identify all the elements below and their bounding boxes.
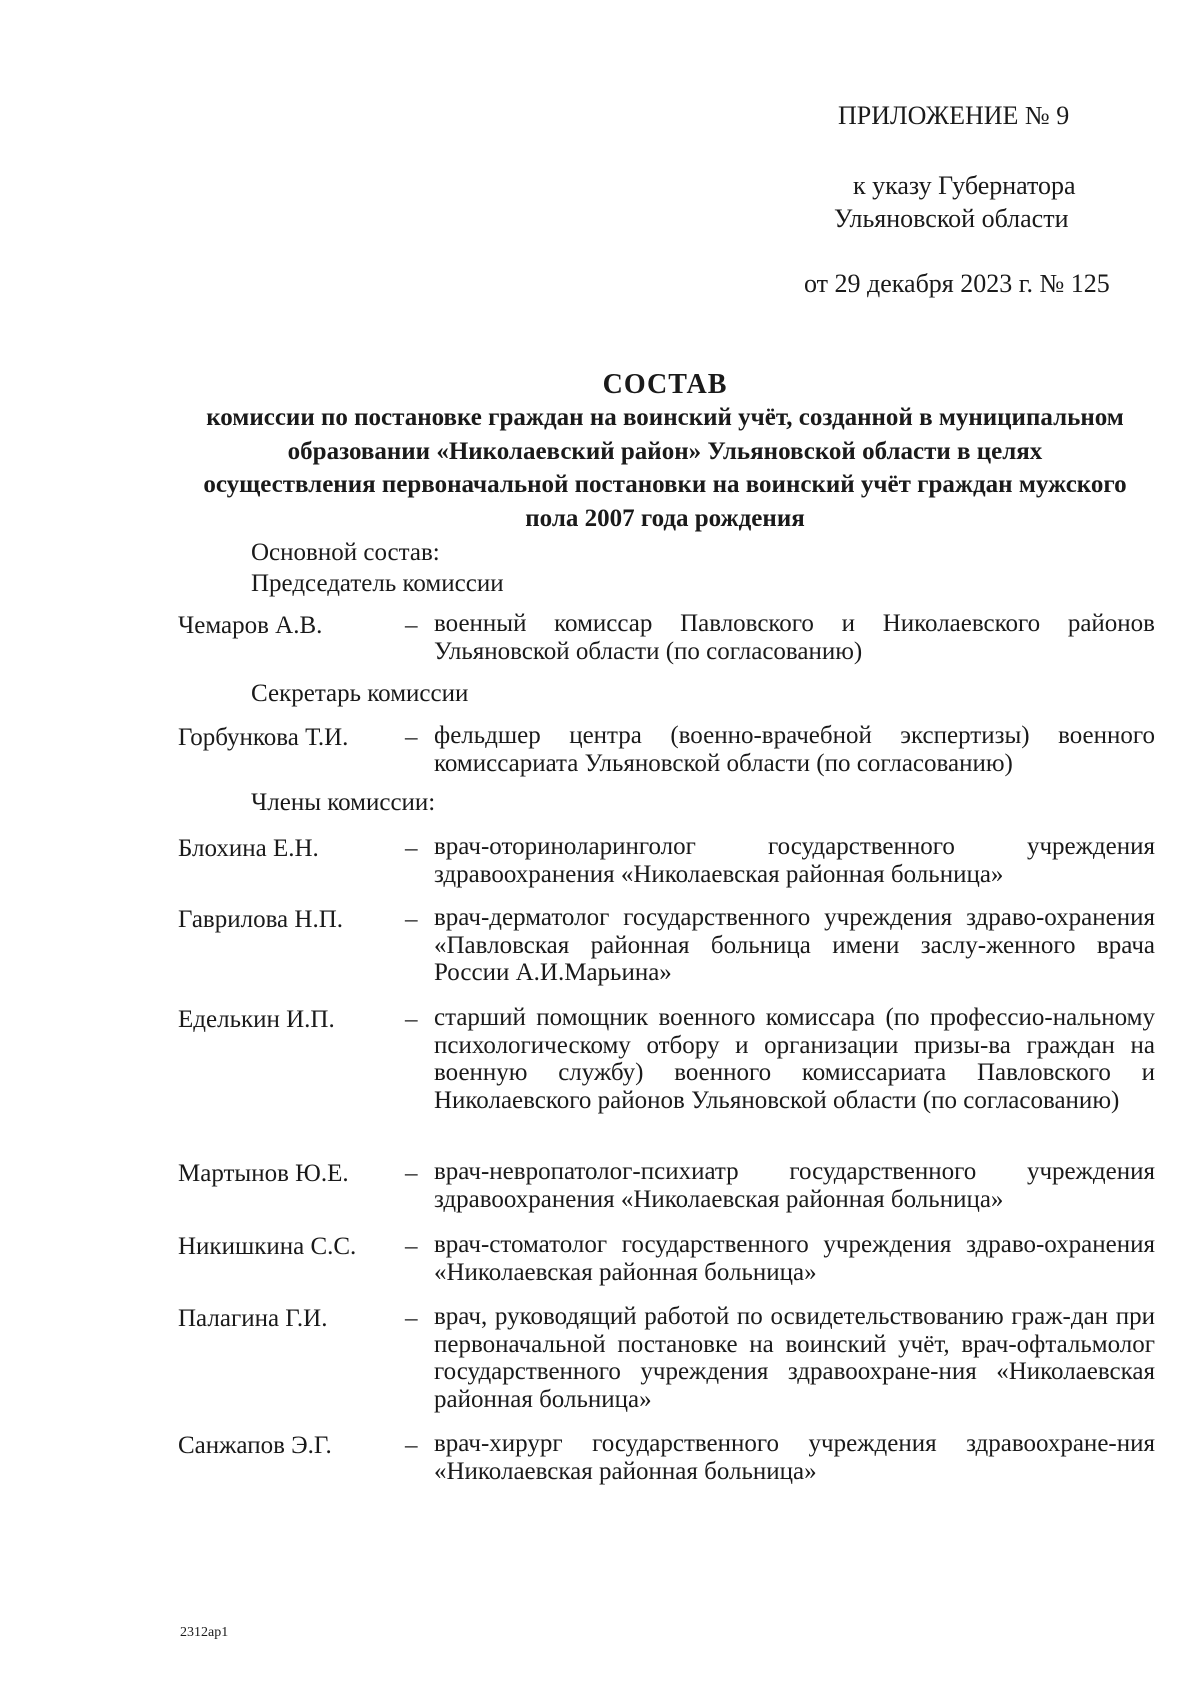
annex-title: ПРИЛОЖЕНИЕ № 9 xyxy=(838,101,1070,130)
member-name: Никишкина С.С. xyxy=(178,1233,357,1260)
member-name: Санжапов Э.Г. xyxy=(178,1432,332,1459)
member-role: врач-дерматолог государственного учреждения здраво-охранения «Павловская районная больница имени заслу-женного врача России А.И.Марьина» xyxy=(434,904,1155,987)
member-dash: – xyxy=(405,835,418,862)
member-role: врач-невропатолог-психиатр государственного учреждения здравоохранения «Николаевская районная больница» xyxy=(434,1158,1155,1213)
member-dash: – xyxy=(405,1233,418,1260)
section-secretary: Секретарь комиссии xyxy=(251,680,469,707)
member-dash: – xyxy=(405,612,418,639)
annex-reference-line-2: Ульяновской области xyxy=(834,204,1069,233)
member-role: врач-оториноларинголог государственного учреждения здравоохранения «Николаевская районная больница» xyxy=(434,833,1155,888)
member-dash: – xyxy=(405,1305,418,1332)
member-role: врач-стоматолог государственного учреждения здраво-охранения «Николаевская районная больница» xyxy=(434,1231,1155,1286)
document-subheading xyxy=(170,401,1160,535)
member-dash: – xyxy=(405,724,418,751)
member-name: Палагина Г.И. xyxy=(178,1305,328,1332)
member-role: врач, руководящий работой по освидетельствованию граж-дан при первоначальной постановке на воинский учёт, врач-офтальмолог государственного учреждения здравоохране-ния «Николаевская районная больница» xyxy=(434,1303,1155,1413)
annex-date-line: от 29 декабря 2023 г. № 125 xyxy=(804,269,1110,298)
document-heading: СОСТАВ xyxy=(602,369,728,400)
member-dash: – xyxy=(405,1160,418,1187)
document-code: 2312ap1 xyxy=(180,1625,229,1640)
section-members: Члены комиссии: xyxy=(251,789,436,816)
member-dash: – xyxy=(405,1006,418,1033)
member-role: военный комиссар Павловского и Николаевского районов Ульяновской области (по согласованию) xyxy=(434,610,1155,665)
subheading-text: комиссии по постановке граждан на воинский учёт, созданной в муниципальном образовании «Николаевский район» Ульяновской области в целях осуществления первоначальной постановки на воинский учёт граждан мужского пола 2007 года рождения xyxy=(203,404,1127,532)
member-dash: – xyxy=(405,906,418,933)
member-dash: – xyxy=(405,1432,418,1459)
member-role: фельдшер центра (военно-врачебной экспертизы) военного комиссариата Ульяновской области (по согласованию) xyxy=(434,722,1155,777)
member-name: Мартынов Ю.Е. xyxy=(178,1160,349,1187)
member-name: Гаврилова Н.П. xyxy=(178,906,344,933)
member-name: Горбункова Т.И. xyxy=(178,724,349,751)
member-role: врач-хирург государственного учреждения здравоохране-ния «Николаевская районная больница» xyxy=(434,1430,1155,1485)
member-name: Блохина Е.Н. xyxy=(178,835,319,862)
member-name: Чемаров А.В. xyxy=(178,612,323,639)
member-name: Еделькин И.П. xyxy=(178,1006,335,1033)
annex-reference-line-1: к указу Губернатора xyxy=(853,171,1076,200)
section-chairman: Председатель комиссии xyxy=(251,570,504,597)
section-main-composition: Основной состав: xyxy=(251,539,440,566)
member-role: старший помощник военного комиссара (по профессио-нальному психологическому отбору и организации призы-ва граждан на военную службу) военного комиссариата Павловского и Николаевского районов Ульяновской области (по согласованию) xyxy=(434,1004,1155,1114)
